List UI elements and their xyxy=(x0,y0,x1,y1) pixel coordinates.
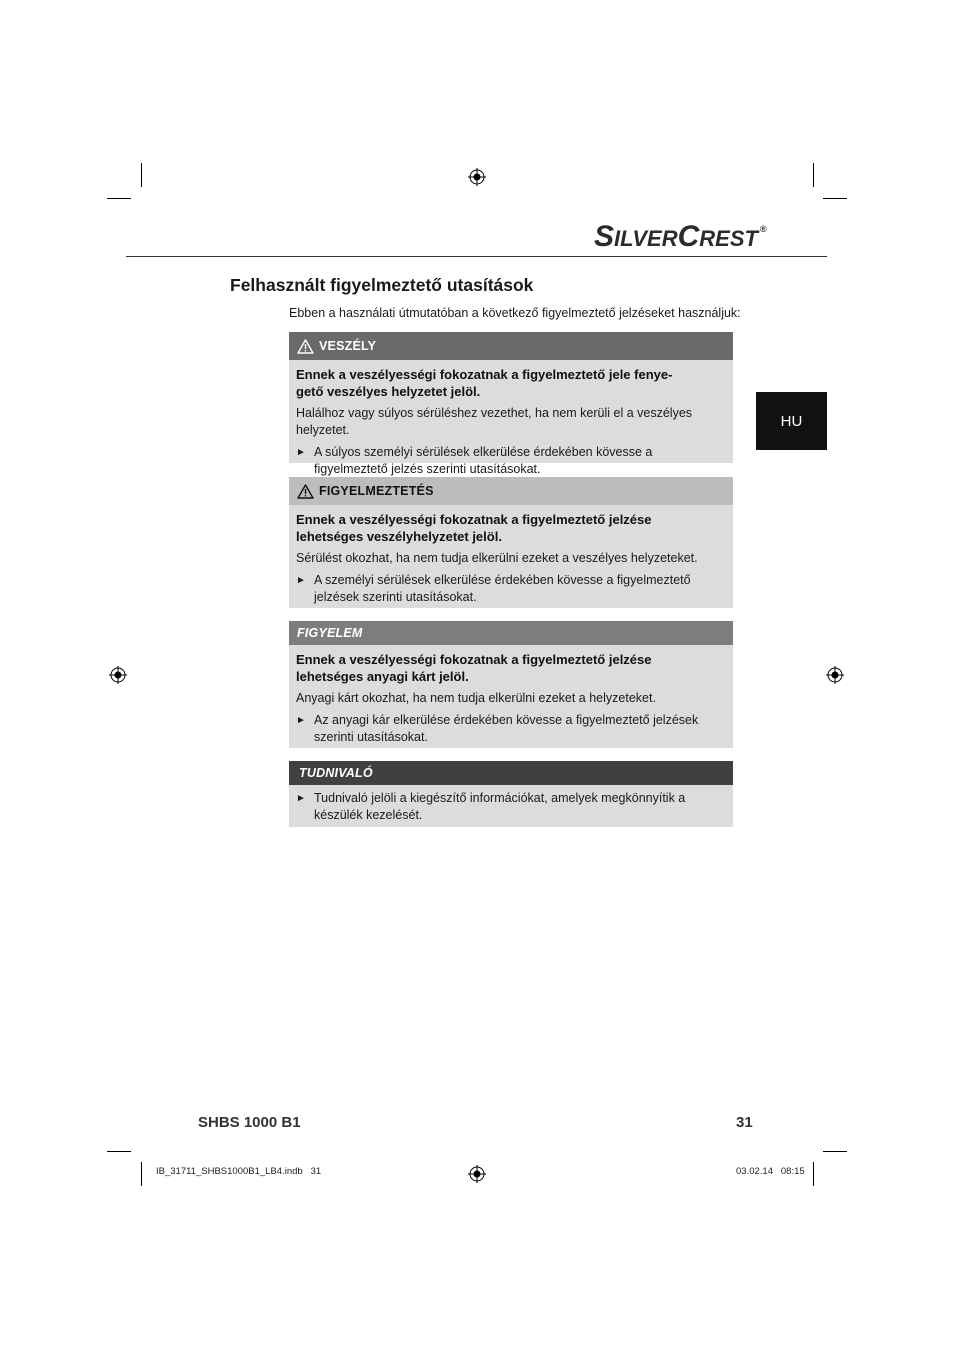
danger-box xyxy=(289,332,733,476)
arrow-right-icon: ► xyxy=(296,447,306,458)
crop-mark xyxy=(823,198,847,199)
crop-mark xyxy=(141,163,142,187)
note-bullet: ► Tudnivaló jelöli a kiegészítő információkat, amelyek megkönnyítik a készülék kezelését. xyxy=(296,791,686,822)
caution-header xyxy=(289,621,733,645)
danger-text: Halálhoz vagy súlyos sérüléshez vezethet, ha nem kerüli el a veszélyes helyzetet. xyxy=(296,406,693,437)
arrow-right-icon: ► xyxy=(296,575,306,586)
arrow-right-icon: ► xyxy=(296,715,306,726)
crop-mark xyxy=(813,1162,814,1186)
crop-mark xyxy=(107,198,131,199)
note-header xyxy=(289,761,733,785)
warning-triangle-icon xyxy=(297,484,314,499)
caution-text: Anyagi kárt okozhat, ha nem tudja elkerülni ezeket a helyzeteket. xyxy=(296,691,656,705)
note-label: TUDNIVALÓ xyxy=(299,766,373,780)
danger-bold-text: Ennek a veszélyességi fokozatnak a figyelmeztető jele fenye- gető veszélyes helyzetet jelöl. xyxy=(296,367,673,399)
page-title: Felhasznált figyelmeztető utasítások xyxy=(230,275,534,295)
silvercrest-logo: SILVERCREST ® xyxy=(594,220,767,253)
page-number: 31 xyxy=(736,1114,753,1131)
crop-mark xyxy=(813,163,814,187)
warning-bold-text: Ennek a veszélyességi fokozatnak a figyelmeztető jelzése lehetséges veszélyhelyzetet jelöl. xyxy=(296,512,652,544)
caution-box xyxy=(289,621,733,748)
danger-label: VESZÉLY xyxy=(319,339,377,353)
warning-label: FIGYELMEZTETÉS xyxy=(319,484,434,498)
warning-text: Sérülést okozhat, ha nem tudja elkerülni ezeket a veszélyes helyzeteket. xyxy=(296,551,698,565)
header-rule xyxy=(126,256,827,257)
crop-mark xyxy=(141,1162,142,1186)
warning-header xyxy=(289,477,733,505)
registration-mark-icon xyxy=(468,1165,486,1183)
slug-date: 03.02.14 08:15 xyxy=(736,1166,805,1177)
note-box xyxy=(289,761,733,827)
caution-bold-text: Ennek a veszélyességi fokozatnak a figyelmeztető jelzése lehetséges anyagi kárt jelöl. xyxy=(296,652,652,684)
warning-bullet: ► A személyi sérülések elkerülése érdekében kövesse a figyelmeztető jelzések szerinti utasításokat. xyxy=(296,573,691,604)
caution-bullet: ► Az anyagi kár elkerülése érdekében kövesse a figyelmeztető jelzések szerinti utasításokat. xyxy=(296,713,699,744)
crop-mark xyxy=(107,1151,131,1152)
crop-mark xyxy=(823,1151,847,1152)
warning-triangle-icon xyxy=(297,339,314,354)
warning-box xyxy=(289,477,733,608)
danger-header xyxy=(289,332,733,360)
registration-mark-icon xyxy=(109,666,127,684)
arrow-right-icon: ► xyxy=(296,793,306,804)
registration-mark-icon xyxy=(826,666,844,684)
slug-file: IB_31711_SHBS1000B1_LB4.indb 31 xyxy=(156,1166,322,1177)
registration-mark-icon xyxy=(468,168,486,186)
intro-text: Ebben a használati útmutatóban a következő figyelmeztető jelzéseket használjuk: xyxy=(289,306,741,320)
caution-label: FIGYELEM xyxy=(297,626,363,640)
language-tab: HU xyxy=(756,392,827,450)
footer-model: SHBS 1000 B1 xyxy=(198,1114,301,1131)
danger-bullet: ► A súlyos személyi sérülések elkerülése érdekében kövesse a figyelmeztető jelzés szerinti utasításokat. xyxy=(296,445,653,476)
